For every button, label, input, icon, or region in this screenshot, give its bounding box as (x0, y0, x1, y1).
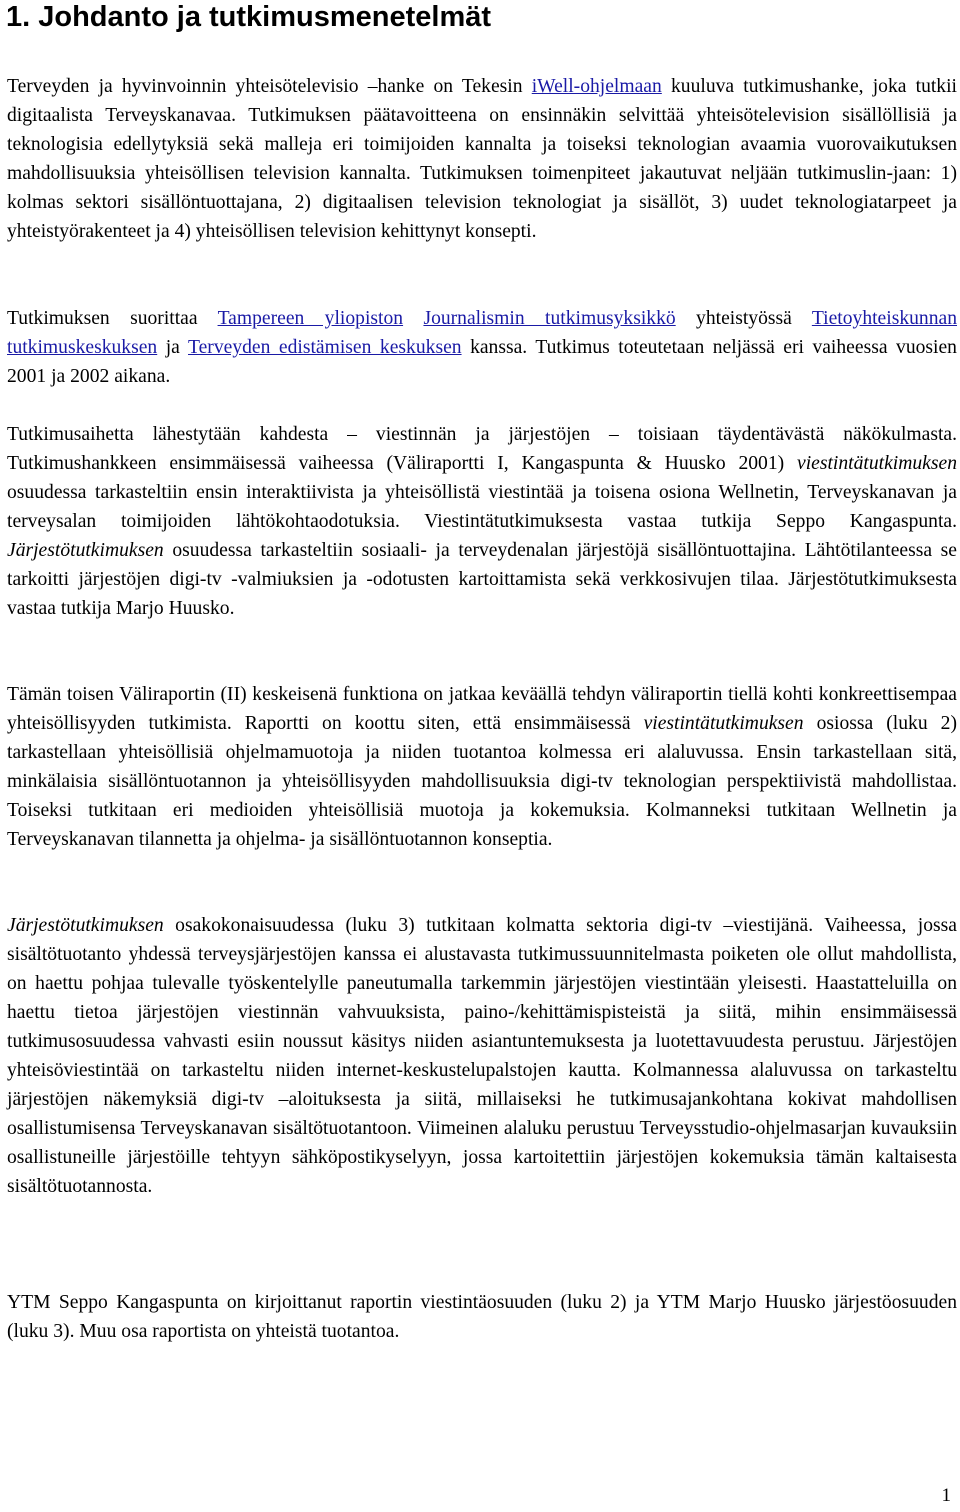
text-span: Tutkimusaihetta lähestytään kahdesta – viestinnän ja järjestöjen – toisiaan täydentävästä näkökulmasta. Tutkimushankkeen ensimmäisessä vaiheessa (Väliraportti I, Kangaspunta & Huusko 2001) (7, 424, 957, 474)
text-span (403, 308, 423, 329)
text-span: kanssa. Tutkimus toteutetaan neljässä eri vaiheessa vuosien 2001 ja 2002 aikana. (7, 337, 957, 387)
italic-term: Järjestötutkimuksen (7, 915, 164, 936)
text-span: Terveyden ja hyvinvoinnin yhteisötelevisio –hanke on Tekesin (7, 76, 532, 97)
text-span: osuudessa tarkasteltiin ensin interaktiivista ja yhteisöllistä viestintää ja toisena osiona Wellnetin, Terveyskanavan ja terveysalan toimijoiden lähtökohtaodotuksia. Viestintätutkimuksesta vastaa tutkija Seppo Kangaspunta. (7, 482, 957, 532)
text-span: Tämän toisen Väliraportin (II) keskeisenä funktiona on jatkaa keväällä tehdyn väliraportin tiellä kohti konkreettisempaa yhteisöllisyyden tutkimista. Raportti on koottu siten, että ensimmäisessä (7, 684, 957, 734)
health-promotion-link[interactable]: Terveyden edistämisen keskuksen (188, 337, 462, 358)
text-span: kuuluva tutkimushanke, joka tutkii digitaalista Terveyskanavaa. Tutkimuksen päätavoitteena on ensinnäkin selvittää yhteisötelevision sisällöllisiä ja teknologisia edellytyksiä sekä malleja eri toimijoiden kannalta ja toiseksi teknologian avaamia vuorovaikutuksen mahdollisuuksia yhteisöllisen television kannalta. Tutkimuksen toimenpiteet jakautuvat neljään tutkimuslin-jaan: 1) kolmas sektori sisällöntuottajana, 2) digitaalisen television teknologiat ja sisällöt, 3) uudet teknologiatarpeet ja yhteistyörakenteet ja 4) yhteisöllisen television kehittynyt konsepti. (7, 76, 957, 242)
institutions-paragraph (7, 304, 957, 391)
italic-term: viestintätutkimuksen (797, 453, 957, 474)
page-title: 1. Johdanto ja tutkimusmenetelmät (6, 1, 492, 33)
text-span: yhteistyössä (675, 308, 812, 329)
tampere-university-link[interactable]: Tampereen yliopiston (217, 308, 404, 329)
intro-paragraph (7, 72, 957, 246)
italic-term: viestintätutkimuksen (643, 713, 804, 734)
approach-paragraph (7, 420, 957, 623)
authors-paragraph: YTM Seppo Kangaspunta on kirjoittanut raportin viestintäosuuden (luku 2) ja YTM Marjo Huusko järjestöosuuden (luku 3). Muu osa raportista on yhteistä tuotantoa. (7, 1292, 957, 1342)
information-society-link[interactable]: Tietoyhteiskunnan tutkimuskeskuksen (7, 308, 958, 358)
text-span: Tutkimuksen suorittaa (7, 308, 218, 329)
text-span: osuudessa tarkasteltiin sosiaali- ja terveydenalan järjestöjä sisällöntuottajina. Lähtötilanteessa se tarkoitti järjestöjen digi-tv -valmiuksien ja -odotusten kartoittamista sekä verkkosivujen tilaa. Järjestötutkimuksesta vastaa tutkija Marjo Huusko. (7, 540, 957, 619)
text-span: osiossa (luku 2) tarkastellaan yhteisöllisiä ohjelmamuotoja ja niiden tuotantoa kolmessa eri alaluvussa. Ensin tarkastellaan sitä, minkälaisia sisällöntuotannon ja yhteisöllisyyden mahdollisuuksia digi-tv teknologian perspektiivistä mahdollistaa. Toiseksi tutkitaan eri medioiden yhteisöllisiä muotoja ja kokemuksia. Kolmanneksi tutkitaan Wellnetin ja Terveyskanavan tilannetta ja ohjelma- ja sisällöntuotannon konseptia. (7, 713, 957, 850)
italic-term: Järjestötutkimuksen (7, 540, 164, 561)
iwell-link[interactable]: iWell-ohjelmaan (531, 76, 662, 97)
text-span: ja (157, 337, 189, 358)
report-structure-paragraph (7, 680, 957, 854)
journalism-unit-link[interactable]: Journalismin tutkimusyksikkö (423, 308, 676, 329)
text-span: osakokonaisuudessa (luku 3) tutkitaan kolmatta sektoria digi-tv –viestijänä. Vaiheessa, jossa sisältötuotanto yhdessä terveysjärjestöjen kanssa ei alustavasta tutkimussuunnitelmasta poiketen ole ollut mahdollista, on haettu pohjaa tulevalle työskentelylle paneutumalla tarkemmin järjestöjen viestintään yleisesti. Haastatteluilla on haettu tietoa järjestöjen viestinnän vahvuuksista, paino-/kehittämispisteistä ja siitä, mihin ensimmäisessä tutkimusosuudessa vahvasti esiin noussut käsitys niiden asiantuntemuksesta ja luotettavuudesta perustuu. Järjestöjen yhteisöviestintää on tarkasteltu niiden internet-keskustelupalstojen kautta. Kolmannessa alaluvussa on tarkasteltu järjestöjen näkemyksiä digi-tv –aloituksesta ja siitä, millaiseksi he tutkimusajankohtana kokivat mahdollisen osallistumisensa Terveyskanavan sisältötuotantoon. Viimeinen alaluku perustuu Terveysstudio-ohjelmasarjan kuvauksiin osallistuneille järjestöille tehtyyn sähköpostikyselyyn, jossa kartoitettiin järjestöjen kokemuksia tämän kaltaisesta sisältötuotannosta. (7, 915, 957, 1197)
page-number: 1 (941, 1485, 951, 1506)
organization-study-paragraph (7, 911, 957, 1201)
